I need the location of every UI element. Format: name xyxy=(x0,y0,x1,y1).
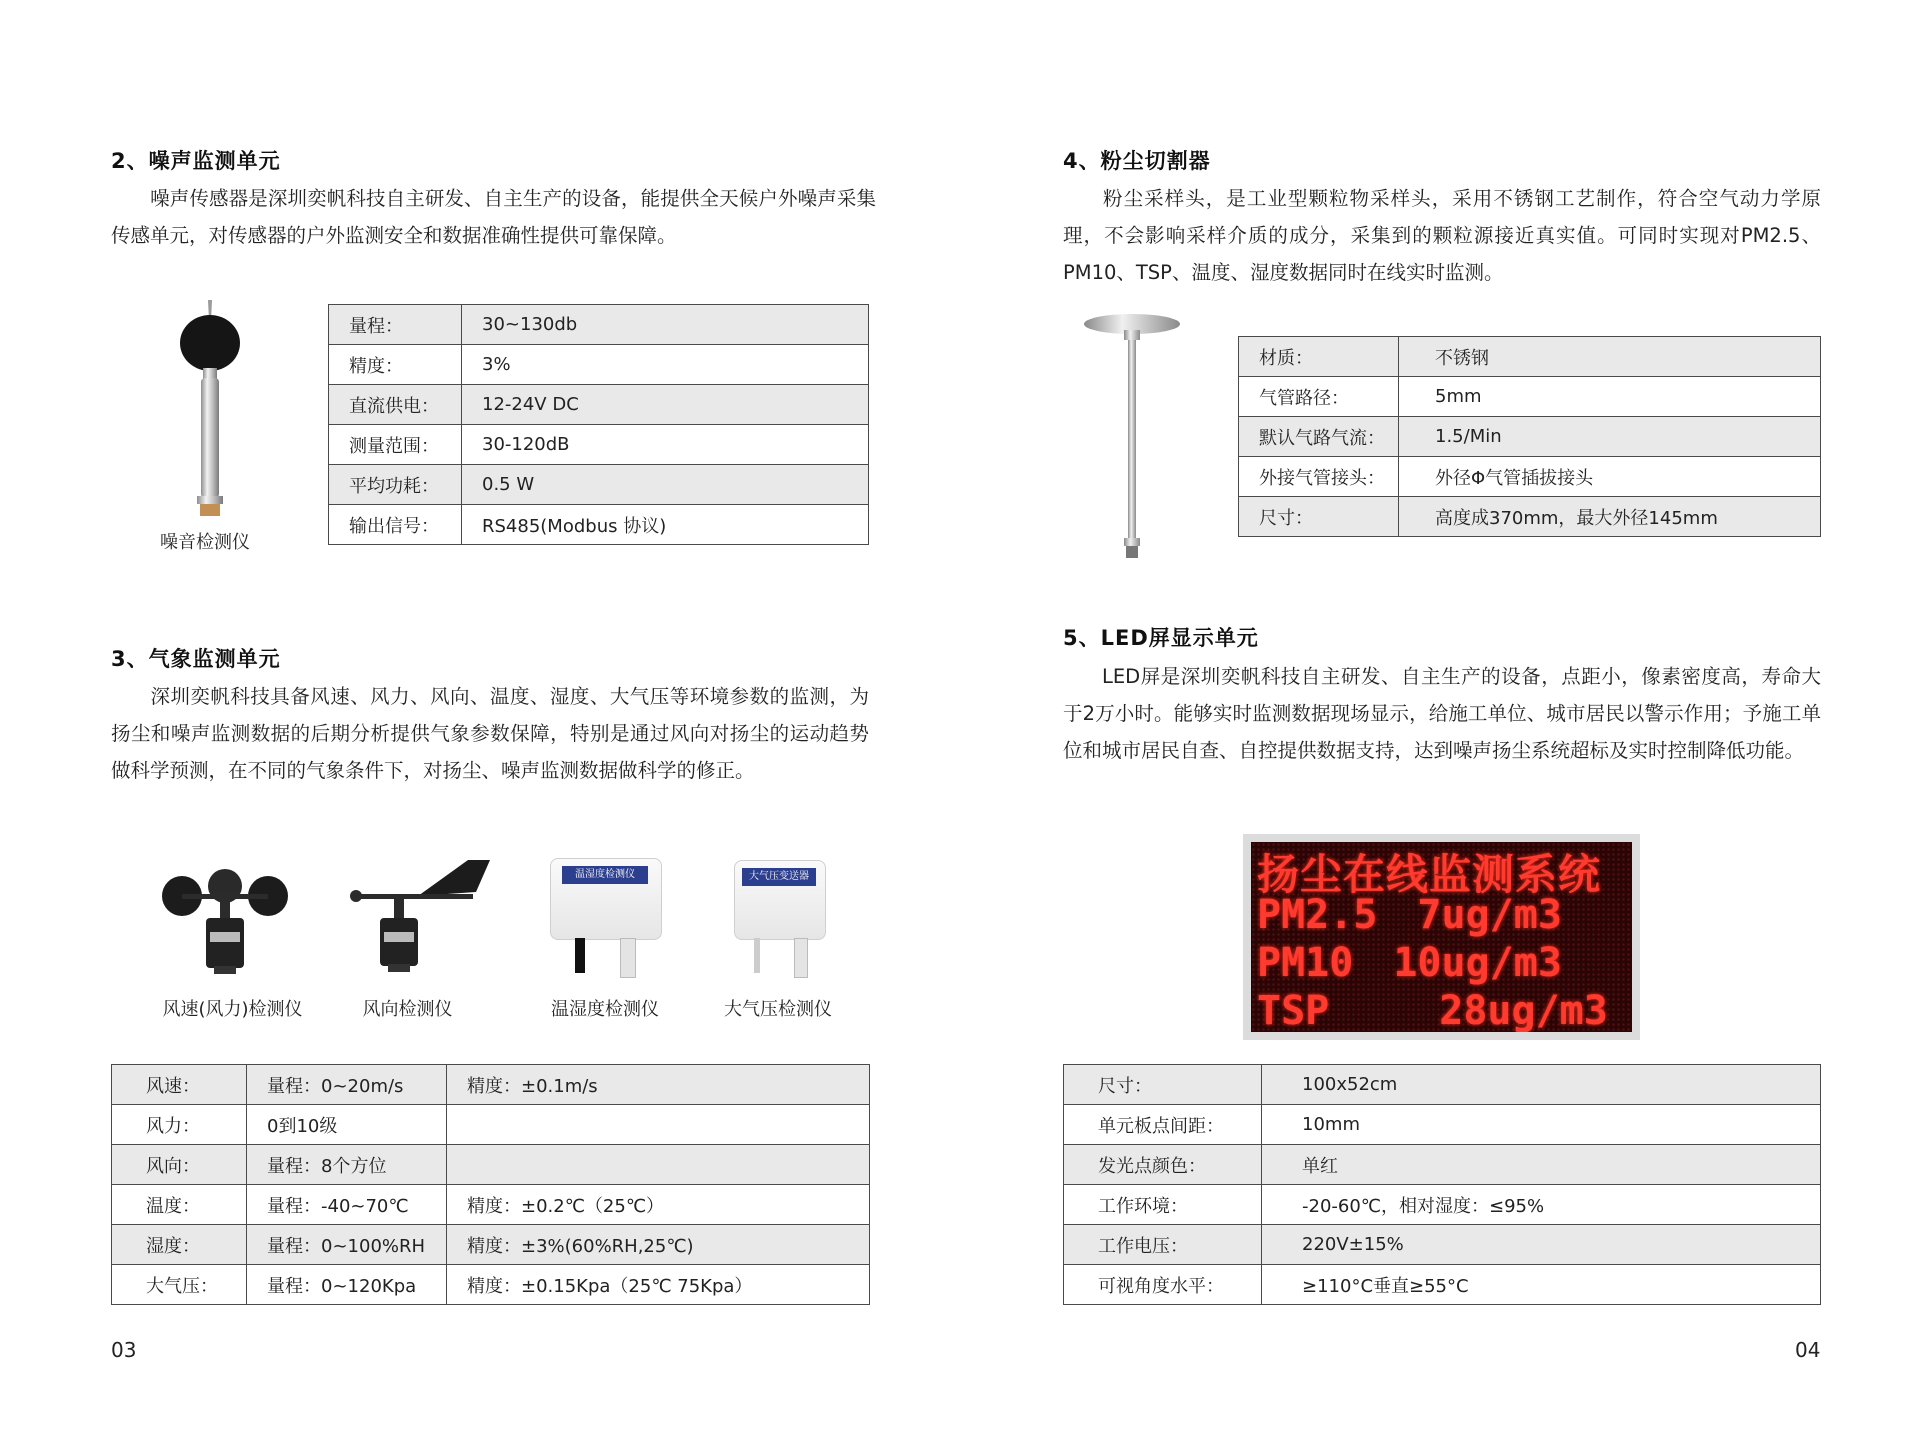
spec-value-2: 精度：±0.2℃（25℃） xyxy=(447,1185,870,1225)
table-row xyxy=(1239,417,1821,457)
spec-label: 尺寸： xyxy=(1064,1065,1262,1105)
page-number-right: 04 xyxy=(1795,1338,1821,1362)
table-row xyxy=(1239,377,1821,417)
spec-label: 默认气路气流： xyxy=(1239,417,1399,457)
table-row xyxy=(1239,457,1821,497)
spec-value: 不锈钢 xyxy=(1399,337,1821,377)
wind-direction-sensor-image xyxy=(348,856,493,976)
table-row xyxy=(1064,1225,1821,1265)
spec-value: 100x52cm xyxy=(1262,1065,1821,1105)
spec-label: 量程： xyxy=(329,305,462,345)
spec-value: 5mm xyxy=(1399,377,1821,417)
table-row xyxy=(1239,337,1821,377)
air-pressure-panel-label: 大气压变送器 xyxy=(742,868,816,886)
wind-speed-caption: 风速(风力)检测仪 xyxy=(162,999,303,1020)
temp-humidity-panel-label: 温湿度检测仪 xyxy=(562,866,648,884)
spec-label: 单元板点间距： xyxy=(1064,1105,1262,1145)
spec-label: 平均功耗： xyxy=(329,465,462,505)
spec-label: 测量范围： xyxy=(329,425,462,465)
spec-label: 风速： xyxy=(112,1065,247,1105)
spec-label: 尺寸： xyxy=(1239,497,1399,537)
spec-value: 量程：0~20m/s xyxy=(247,1065,447,1105)
spec-label: 大气压： xyxy=(112,1265,247,1305)
table-row xyxy=(329,425,869,465)
spec-label: 温度： xyxy=(112,1185,247,1225)
weather-spec-table xyxy=(111,1064,870,1305)
dust-sampler-image xyxy=(1082,312,1182,562)
spec-value: 10mm xyxy=(1262,1105,1821,1145)
led-line-tsp: TSP 28ug/m3 xyxy=(1257,988,1608,1034)
spec-value: 单红 xyxy=(1262,1145,1821,1185)
spec-value-2: 精度：±0.15Kpa（25℃ 75Kpa） xyxy=(447,1265,870,1305)
led-screen-image xyxy=(1243,834,1640,1040)
spec-value: 30-120dB xyxy=(462,425,869,465)
noise-sensor-caption: 噪音检测仪 xyxy=(160,532,250,553)
spec-label: 外接气管接头： xyxy=(1239,457,1399,497)
spec-value: 量程：8个方位 xyxy=(247,1145,447,1185)
table-row xyxy=(1064,1065,1821,1105)
table-row xyxy=(1064,1105,1821,1145)
spec-label: 精度： xyxy=(329,345,462,385)
spec-label: 湿度： xyxy=(112,1225,247,1265)
spec-value: ≥110°C垂直≥55°C xyxy=(1262,1265,1821,1305)
spec-value-2: 精度：±3%(60%RH,25℃) xyxy=(447,1225,870,1265)
spec-value: 高度成370mm，最大外径145mm xyxy=(1399,497,1821,537)
spec-value: 0.5 W xyxy=(462,465,869,505)
wind-direction-caption: 风向检测仪 xyxy=(362,999,453,1020)
spec-value: -20-60℃，相对湿度：≤95% xyxy=(1262,1185,1821,1225)
spec-value: RS485(Modbus 协议) xyxy=(462,505,869,545)
spec-label: 可视角度水平： xyxy=(1064,1265,1262,1305)
led-line-pm10: PM10 10ug/m3 xyxy=(1257,940,1562,986)
weather-section-title: 3、气象监测单元 xyxy=(111,647,281,671)
table-row xyxy=(329,305,869,345)
table-row xyxy=(112,1105,870,1145)
table-row xyxy=(1064,1145,1821,1185)
wind-speed-sensor-image xyxy=(160,862,290,977)
air-pressure-sensor-image xyxy=(734,860,824,980)
table-row xyxy=(112,1265,870,1305)
table-row xyxy=(112,1185,870,1225)
weather-paragraph: 深圳奕帆科技具备风速、风力、风向、温度、湿度、大气压等环境参数的监测，为扬尘和噪声监测数据的后期分析提供气象参数保障，特别是通过风向对扬尘的运动趋势做科学预测，在不同的气象条件下，对扬尘、噪声监测数据做科学的修正。 xyxy=(111,685,869,782)
spec-value: 外径Φ气管插拔接头 xyxy=(1399,457,1821,497)
spec-value-2 xyxy=(447,1145,870,1185)
spec-label: 发光点颜色： xyxy=(1064,1145,1262,1185)
spec-label: 材质： xyxy=(1239,337,1399,377)
spec-label: 输出信号： xyxy=(329,505,462,545)
spec-label: 风力： xyxy=(112,1105,247,1145)
led-spec-table xyxy=(1063,1064,1821,1305)
led-line-pm25: PM2.5 7ug/m3 xyxy=(1257,892,1562,938)
noise-section-title: 2、噪声监测单元 xyxy=(111,149,281,173)
spec-value-2: 精度：±0.1m/s xyxy=(447,1065,870,1105)
spec-value: 1.5/Min xyxy=(1399,417,1821,457)
table-row xyxy=(1064,1185,1821,1225)
table-row xyxy=(112,1065,870,1105)
table-row xyxy=(329,345,869,385)
spec-value: 量程：0~120Kpa xyxy=(247,1265,447,1305)
spec-label: 工作环境： xyxy=(1064,1185,1262,1225)
spec-value: 12-24V DC xyxy=(462,385,869,425)
table-row xyxy=(329,505,869,545)
spec-label: 直流供电： xyxy=(329,385,462,425)
dust-paragraph: 粉尘采样头，是工业型颗粒物采样头，采用不锈钢工艺制作，符合空气动力学原理，不会影响采样介质的成分，采集到的颗粒源接近真实值。可同时实现对PM2.5、PM10、TSP、温度、湿度数据同时在线实时监测。 xyxy=(1063,187,1821,284)
spec-label: 工作电压： xyxy=(1064,1225,1262,1265)
page-number-left: 03 xyxy=(111,1338,137,1362)
led-paragraph: LED屏是深圳奕帆科技自主研发、自主生产的设备，点距小，像素密度高，寿命大于2万小时。能够实时监测数据现场显示，给施工单位、城市居民以警示作用；予施工单位和城市居民自查、自控提供数据支持，达到噪声扬尘系统超标及实时控制降低功能。 xyxy=(1063,665,1821,762)
spec-value-2 xyxy=(447,1105,870,1145)
noise-sensor-image xyxy=(165,298,255,523)
noise-paragraph: 噪声传感器是深圳奕帆科技自主研发、自主生产的设备，能提供全天候户外噪声采集传感单元，对传感器的户外监测安全和数据准确性提供可靠保障。 xyxy=(111,187,876,247)
spec-label: 气管路径： xyxy=(1239,377,1399,417)
spec-value: 3% xyxy=(462,345,869,385)
temp-humidity-sensor-image xyxy=(550,858,660,978)
spec-value: 220V±15% xyxy=(1262,1225,1821,1265)
dust-spec-table xyxy=(1238,336,1821,537)
spec-value: 0到10级 xyxy=(247,1105,447,1145)
temp-humidity-caption: 温湿度检测仪 xyxy=(551,999,659,1020)
table-row xyxy=(112,1225,870,1265)
led-screen-title: 扬尘在线监测系统 xyxy=(1257,850,1602,899)
noise-spec-table xyxy=(328,304,869,545)
spec-value: 量程：0~100%RH xyxy=(247,1225,447,1265)
table-row xyxy=(329,385,869,425)
led-section-title: 5、LED屏显示单元 xyxy=(1063,626,1259,650)
air-pressure-caption: 大气压检测仪 xyxy=(724,999,832,1020)
spec-label: 风向： xyxy=(112,1145,247,1185)
dust-section-title: 4、粉尘切割器 xyxy=(1063,149,1211,173)
spec-value: 30~130db xyxy=(462,305,869,345)
table-row xyxy=(1239,497,1821,537)
spec-value: 量程：-40~70℃ xyxy=(247,1185,447,1225)
table-row xyxy=(329,465,869,505)
table-row xyxy=(1064,1265,1821,1305)
table-row xyxy=(112,1145,870,1185)
